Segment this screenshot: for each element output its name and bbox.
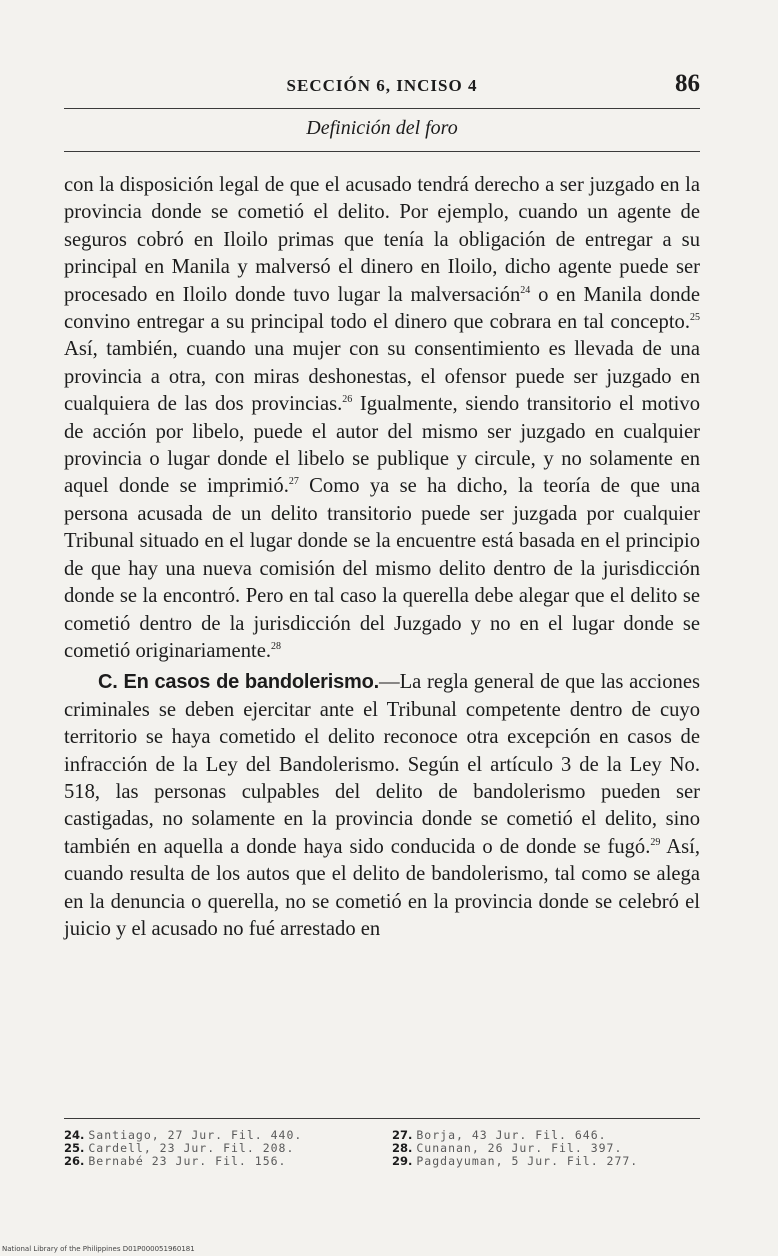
footnote-number: 27. <box>392 1128 413 1142</box>
footnote-column-right <box>372 1129 700 1168</box>
book-page <box>64 62 700 943</box>
text-run: Igualmente, siendo transitorio el motivo de acción por libelo, puede el autor del mismo ser juzgado en cualquier provincia o lugar donde el libelo se publique y circule, y no solamente en aquel donde se imprimió. <box>64 393 700 498</box>
footnote <box>392 1155 700 1168</box>
footnote-citation: Bernabé 23 Jur. Fil. 156. <box>88 1154 287 1168</box>
footnote-number: 29. <box>392 1154 413 1168</box>
body-text <box>64 172 700 943</box>
text-run: Como ya se ha dicho, la teoría de que una persona acusada de un delito transitorio puede ser juzgada por cualquier Tribunal situado en el lugar donde se la encuentre está basada en el principio de que hay una nueva comisión del mismo delito dentro de la jurisdicción donde se la encontró. Pero en tal caso la querella debe alegar que el delito se cometió dentro de la jurisdicción del Juzgado y no en el lugar donde se cometió originariamente. <box>64 475 701 662</box>
text-run: o en Manila donde convino entregar a su principal todo el dinero que cobrara en tal concepto. <box>64 283 700 334</box>
library-stamp: National Library of the Philippines D01P000051960181 <box>2 1245 195 1253</box>
run-in-heading: C. En casos de bandolerismo. <box>98 671 379 694</box>
footnote-reference: 26 <box>342 394 353 406</box>
footnotes <box>64 1118 700 1168</box>
section-heading: SECCIÓN 6, INCISO 4 <box>286 76 478 95</box>
footnote-number: 26. <box>64 1154 85 1168</box>
footnote-number: 28. <box>392 1141 413 1155</box>
footnote-number: 24. <box>64 1128 85 1142</box>
footnote-citation: Pagdayuman, 5 Jur. Fil. 277. <box>416 1154 639 1168</box>
footnote-citation: Borja, 43 Jur. Fil. 646. <box>416 1128 607 1142</box>
text-run: Así, cuando resulta de los autos que el delito de bandolerismo, tal como se alega en la denuncia o querella, no se cometió en la provincia donde se celebró el juicio y el acusado no fué arrestado en <box>64 835 700 940</box>
footnote-reference: 29 <box>650 836 661 848</box>
text-run: con la disposición legal de que el acusado tendrá derecho a ser juzgado en la provincia donde se cometió el delito. Por ejemplo, cuando un agente de seguros cobró en Iloilo primas que tenía la obligación de entregar a su principal en Manila y malversó el dinero en Iloilo, dicho agente puede ser procesado en Iloilo donde tuvo lugar la malversación <box>64 174 700 306</box>
footnote-reference: 27 <box>288 476 299 488</box>
paragraph <box>64 669 700 943</box>
text-run: —La regla general de que las acciones criminales se deben ejercitar ante el Tribunal competente dentro de cuyo territorio se haya cometido el delito reconoce otra excepción en casos de infracción de la Ley del Bandolerismo. Según el artículo 3 de la Ley No. 518, las personas culpables del delito de bandolerismo pueden ser castigadas, no solamente en la provincia donde se cometió el delito, sino también en aquella a donde haya sido conducida o de donde se fugó. <box>64 671 700 858</box>
footnote-citation: Cunanan, 26 Jur. Fil. 397. <box>416 1141 623 1155</box>
subtitle-row <box>64 109 700 152</box>
footnote-reference: 28 <box>271 641 282 653</box>
paragraph-body <box>64 671 700 940</box>
text-run: Así, también, cuando una mujer con su consentimiento es llevada de una provincia a otra, con miras deshonestas, el ofensor puede ser juzgado en cualquiera de las dos provincias. <box>64 338 700 416</box>
footnote-reference: 24 <box>520 284 531 296</box>
page-subtitle: Definición del foro <box>306 117 458 139</box>
footnote-number: 25. <box>64 1141 85 1155</box>
footnote-column-left <box>64 1129 372 1168</box>
paragraph <box>64 172 700 665</box>
running-head <box>64 62 700 109</box>
footnote-reference: 25 <box>690 312 700 324</box>
footnote-citation: Santiago, 27 Jur. Fil. 440. <box>88 1128 303 1142</box>
footnote <box>64 1155 372 1168</box>
page-number: 86 <box>675 70 700 97</box>
footnote-citation: Cardell, 23 Jur. Fil. 208. <box>88 1141 295 1155</box>
